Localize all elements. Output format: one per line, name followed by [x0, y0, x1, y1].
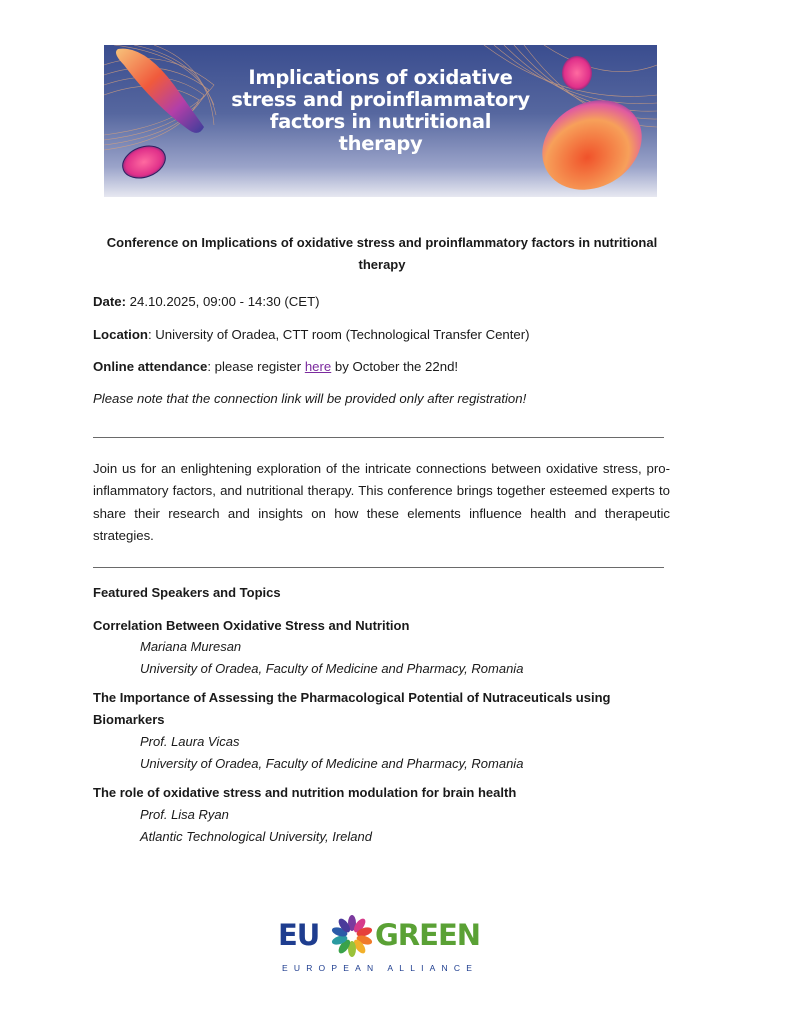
registration-note-text: Please note that the connection link will be provided only after registration! [93, 391, 527, 406]
date-label: Date: [93, 294, 126, 309]
online-attendance-line [93, 358, 458, 376]
online-attendance-label: Online attendance [93, 359, 208, 374]
online-text-after: by October the 22nd! [331, 359, 459, 374]
logo-green-text: GREEN [375, 918, 481, 952]
online-text-before: : please register [207, 359, 305, 374]
location-line [93, 326, 530, 344]
speaker-affiliation: Atlantic Technological University, Ireland [140, 829, 372, 844]
banner-title-line: Implications of oxidative [248, 66, 513, 89]
location-label: Location [93, 327, 148, 342]
banner-title-line: therapy [338, 132, 423, 155]
location-value: : University of Oradea, CTT room (Technological Transfer Center) [147, 327, 530, 342]
banner-title-line: factors in nutritional [269, 110, 492, 133]
speaker-name: Prof. Laura Vicas [140, 734, 240, 749]
talk-title: The role of oxidative stress and nutrition modulation for brain health [93, 785, 517, 800]
date-line [93, 293, 320, 311]
banner-title-line: stress and proinflammatory [231, 88, 530, 111]
logo-eu-text: EU [278, 918, 320, 952]
talk-title: Correlation Between Oxidative Stress and Nutrition [93, 618, 410, 633]
divider [93, 567, 664, 568]
speaker-affiliation: University of Oradea, Faculty of Medicine and Pharmacy, Romania [140, 756, 524, 771]
speaker-name: Mariana Muresan [140, 639, 242, 654]
speaker-name: Prof. Lisa Ryan [140, 807, 229, 822]
flower-icon [328, 912, 376, 960]
logo-subtitle: EUROPEAN ALLIANCE [282, 963, 479, 973]
registration-note [93, 390, 526, 408]
eu-green-logo [278, 912, 488, 978]
header-banner [104, 45, 657, 197]
speaker-affiliation: University of Oradea, Faculty of Medicine and Pharmacy, Romania [140, 661, 524, 676]
banner-title [214, 67, 547, 155]
divider [93, 437, 664, 438]
capsule-shape [116, 49, 204, 133]
speakers-heading: Featured Speakers and Topics [93, 585, 281, 600]
intro-paragraph: Join us for an enlightening exploration of the intricate connections between oxidative stress, pro-inflammatory factors, and nutritional therapy. This conference brings together esteemed experts to share their research and insights on how these elements influence health and therapeutic strategies. [93, 461, 670, 543]
register-link[interactable]: here [304, 359, 332, 374]
date-value: 24.10.2025, 09:00 - 14:30 (CET) [125, 294, 320, 309]
talk-title: The Importance of Assessing the Pharmacological Potential of Nutraceuticals using Biomarkers [93, 690, 611, 727]
document-title: Conference on Implications of oxidative stress and proinflammatory factors in nutritional therapy [106, 235, 658, 272]
